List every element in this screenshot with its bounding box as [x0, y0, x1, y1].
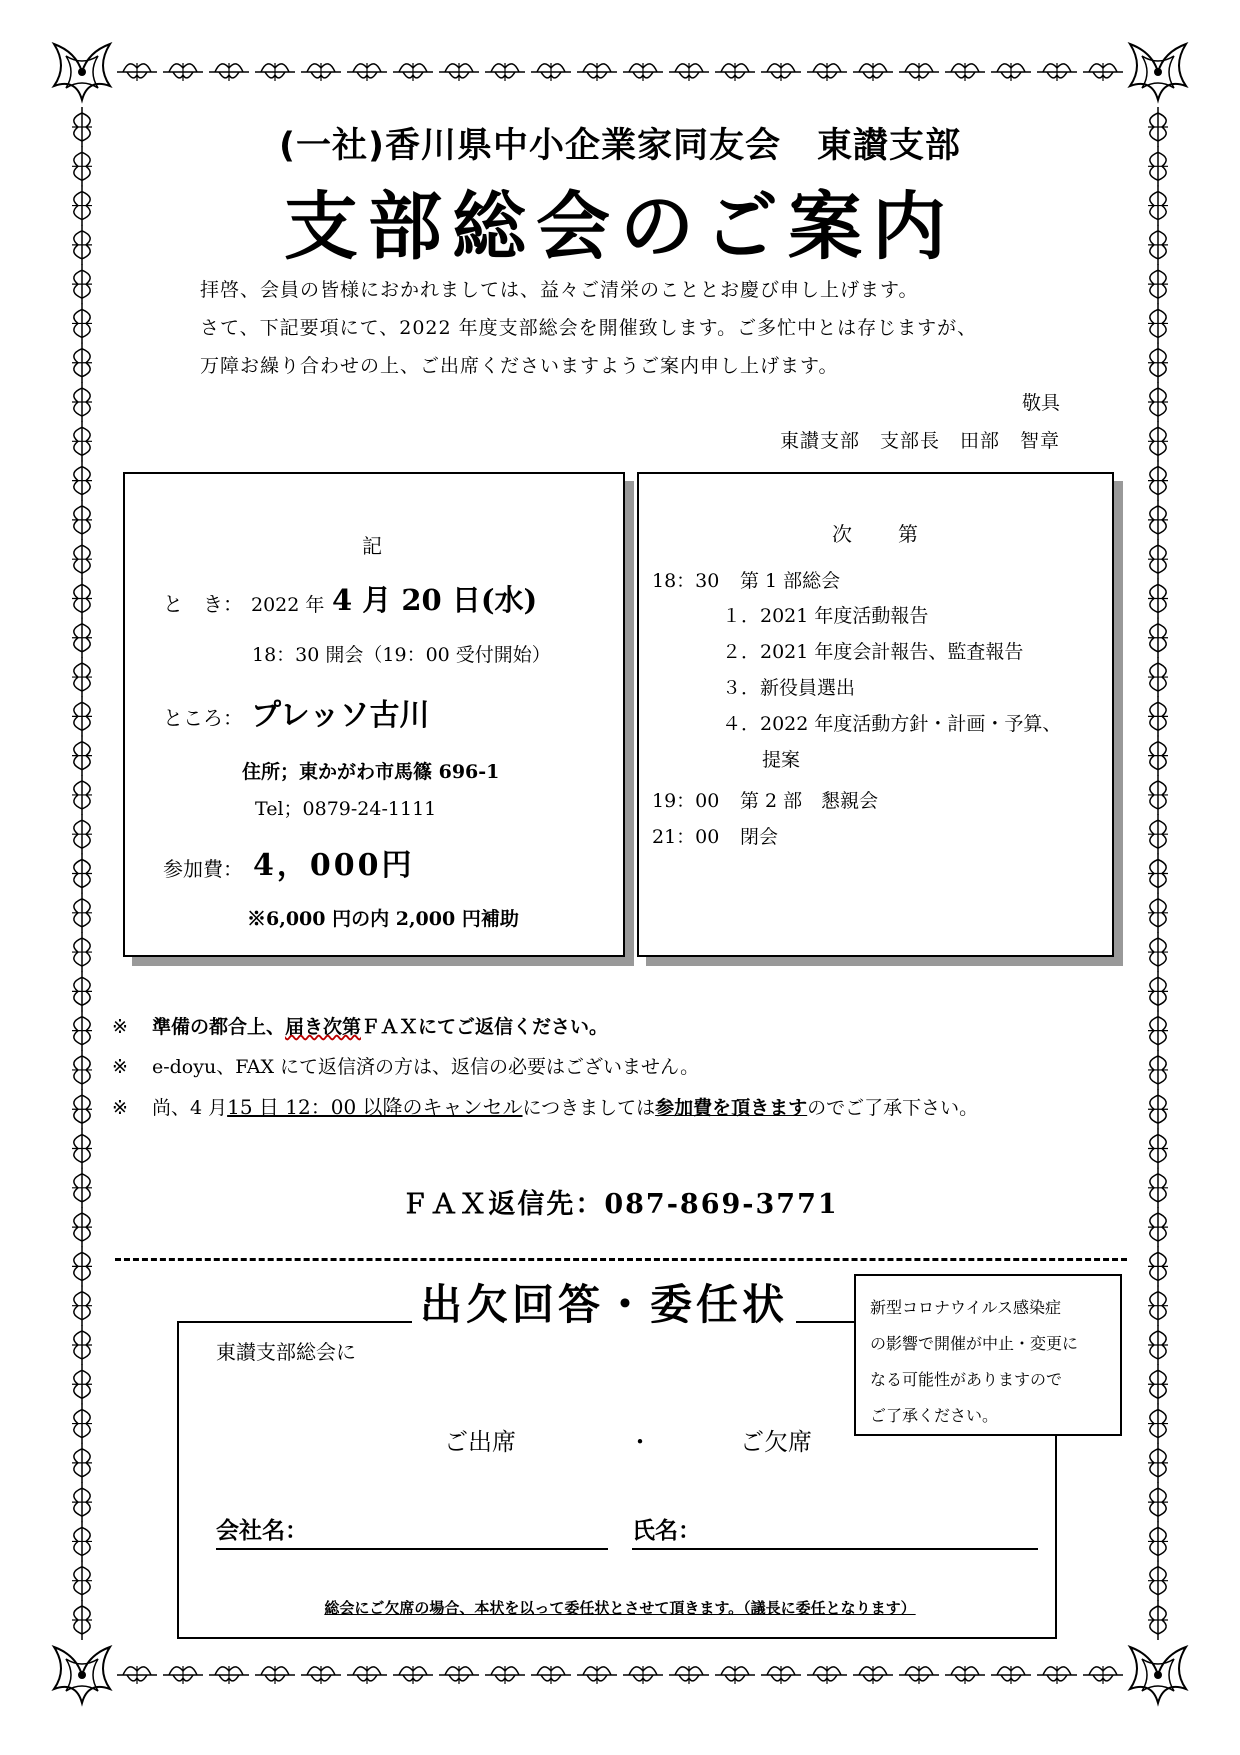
schedule-sub-2: ２．2021 年度会計報告、監査報告 — [722, 641, 1024, 663]
vine-ornament — [577, 1666, 617, 1684]
schedule-time-3: 21：00 — [652, 826, 720, 848]
vine-ornament — [117, 63, 157, 81]
vine-ornament — [72, 382, 92, 422]
vine-ornament — [485, 63, 525, 81]
vine-ornament — [72, 1246, 92, 1286]
vine-ornament — [1148, 539, 1168, 579]
notice-line-4: ご了承ください。 — [870, 1406, 999, 1425]
vine-ornament — [72, 1521, 92, 1561]
note-1-b: 届き次第 — [284, 1016, 361, 1038]
vine-ornament — [72, 1561, 92, 1601]
vine-ornament — [853, 1666, 893, 1684]
intro-line-1: 拝啓、会員の皆様におかれましては、益々ご清栄のこととお慶び申し上げます。 — [200, 279, 919, 301]
vine-ornament — [1148, 1089, 1168, 1129]
vine-ornament — [72, 736, 92, 776]
vine-ornament — [72, 618, 92, 658]
note-mark: ※ — [112, 1097, 128, 1119]
fee-note: ※6,000 円の内 2,000 円補助 — [247, 908, 519, 930]
vine-ornament — [72, 500, 92, 540]
vine-ornament — [1083, 1666, 1123, 1684]
vine-ornament — [1148, 578, 1168, 618]
signature: 東讃支部 支部長 田部 智章 — [779, 430, 1060, 452]
vine-ornament — [72, 971, 92, 1011]
schedule-sub-4: ４．2022 年度活動方針・計画・予算、 — [722, 713, 1062, 735]
intro-line-3: 万障お繰り合わせの上、ご出席くださいますようご案内申し上げます。 — [200, 355, 839, 377]
vine-ornament — [1037, 1666, 1077, 1684]
note-mark: ※ — [112, 1056, 128, 1078]
vine-ornament — [991, 63, 1031, 81]
vine-ornament — [209, 1666, 249, 1684]
vine-ornament — [531, 1666, 571, 1684]
vine-ornament — [623, 63, 663, 81]
vine-ornament — [1148, 1521, 1168, 1561]
vine-ornament — [1148, 421, 1168, 461]
vine-ornament — [669, 63, 709, 81]
vine-ornament — [72, 578, 92, 618]
covid-notice — [854, 1274, 1122, 1436]
vine-ornament — [715, 63, 755, 81]
vine-ornament — [1148, 696, 1168, 736]
where-name: プレッソ古川 — [251, 698, 430, 733]
vine-ornament — [1148, 1286, 1168, 1326]
vine-ornament — [1148, 1364, 1168, 1404]
note-3-d: 参加費を頂きます — [655, 1097, 808, 1119]
schedule-heading: 次 第 — [832, 522, 920, 546]
vine-ornament — [255, 1666, 295, 1684]
organization-name: (一社)香川県中小企業家同友会 東讃支部 — [279, 126, 961, 166]
vine-ornament — [669, 1666, 709, 1684]
vine-ornament — [577, 63, 617, 81]
schedule-title-3: 閉会 — [740, 826, 779, 848]
vine-ornament — [347, 1666, 387, 1684]
vine-ornament — [72, 1089, 92, 1129]
corner-ornament — [54, 44, 110, 100]
when-year: 2022 年 — [251, 594, 325, 616]
note-mark: ※ — [112, 1016, 128, 1038]
vine-ornament — [991, 1666, 1031, 1684]
schedule-title-2: 第 2 部 懇親会 — [740, 790, 879, 812]
details-heading: 記 — [362, 534, 382, 558]
vine-ornament — [1148, 854, 1168, 894]
vine-ornament — [393, 63, 433, 81]
vine-ornament — [72, 1364, 92, 1404]
notice-line-2: の影響で開催が中止・変更に — [870, 1334, 1079, 1353]
name-field[interactable] — [632, 1548, 1038, 1550]
vine-ornament — [1148, 657, 1168, 697]
vine-ornament — [1148, 303, 1168, 343]
vine-ornament — [72, 1325, 92, 1365]
attend-option[interactable]: ご出席 — [444, 1428, 516, 1456]
note-1-a: 準備の都合上、 — [151, 1016, 285, 1038]
vine-ornament — [1148, 343, 1168, 383]
vine-ornament — [807, 1666, 847, 1684]
when-label: と き： — [163, 592, 243, 616]
vine-ornament — [945, 63, 985, 81]
company-label: 会社名： — [216, 1517, 308, 1544]
vine-ornament — [72, 854, 92, 894]
note-3-a: 尚、4 月 — [151, 1097, 228, 1119]
cut-line — [115, 1258, 1127, 1261]
vine-ornament — [1148, 1011, 1168, 1051]
vine-ornament — [72, 657, 92, 697]
vine-ornament — [623, 1666, 663, 1684]
vine-ornament — [1083, 63, 1123, 81]
vine-ornament — [715, 1666, 755, 1684]
corner-ornament — [54, 1647, 110, 1703]
vine-ornament — [1148, 1443, 1168, 1483]
vine-ornament — [301, 1666, 341, 1684]
note-2 — [112, 1052, 699, 1079]
note-3-e: のでご了承下さい。 — [807, 1097, 979, 1119]
vine-ornament — [1148, 1404, 1168, 1444]
vine-ornament — [72, 461, 92, 501]
schedule-sub-1: １．2021 年度活動報告 — [722, 605, 929, 627]
vine-ornament — [1148, 1482, 1168, 1522]
closing: 敬具 — [1021, 392, 1060, 414]
vine-ornament — [1148, 736, 1168, 776]
vine-ornament — [1148, 500, 1168, 540]
fee-value: 4，000円 — [253, 848, 415, 883]
vine-ornament — [485, 1666, 525, 1684]
schedule-time-2: 19：00 — [652, 790, 720, 812]
vine-ornament — [761, 1666, 801, 1684]
vine-ornament — [1148, 1050, 1168, 1090]
vine-ornament — [72, 539, 92, 579]
name-label: 氏名： — [632, 1517, 701, 1544]
vine-ornament — [72, 1129, 92, 1169]
reply-to: 東讃支部総会に — [216, 1340, 356, 1364]
vine-ornament — [761, 63, 801, 81]
vine-ornament — [255, 63, 295, 81]
vine-ornament — [72, 1443, 92, 1483]
vine-ornament — [1148, 382, 1168, 422]
note-2-text: e-doyu、FAX にて返信済の方は、返信の必要はございません。 — [151, 1056, 700, 1078]
vine-ornament — [72, 1050, 92, 1090]
vine-ornament — [72, 1482, 92, 1522]
corner-ornament — [1130, 44, 1186, 100]
vine-ornament — [531, 63, 571, 81]
vine-ornament — [899, 1666, 939, 1684]
where-label: ところ： — [163, 706, 243, 730]
company-field[interactable] — [216, 1548, 608, 1550]
proxy-note: 総会にご欠席の場合、本状を以って委任状とさせて頂きます。（議長に委任となります） — [324, 1599, 916, 1617]
notice-line-3: なる可能性がありますので — [870, 1370, 1063, 1389]
intro-line-2: さて、下記要項にて、2022 年度支部総会を開催致します。ご多忙中とは存じますが、 — [200, 317, 978, 339]
vine-ornament — [1037, 63, 1077, 81]
fax-number: ＦＡＸ返信先：087-869-3771 — [401, 1189, 839, 1220]
vine-ornament — [72, 421, 92, 461]
vine-ornament — [72, 696, 92, 736]
when-time: 18：30 開会（19：00 受付開始） — [252, 644, 551, 666]
vine-ornament — [72, 932, 92, 972]
vine-ornament — [1148, 618, 1168, 658]
vine-ornament — [163, 63, 203, 81]
vine-ornament — [72, 343, 92, 383]
vine-ornament — [945, 1666, 985, 1684]
vine-ornament — [439, 63, 479, 81]
vine-ornament — [853, 63, 893, 81]
vine-ornament — [1148, 893, 1168, 933]
absent-option[interactable]: ご欠席 — [740, 1428, 812, 1456]
address: 住所；東かがわ市馬篠 696-1 — [242, 761, 500, 783]
vine-ornament — [72, 893, 92, 933]
vine-ornament — [1148, 1325, 1168, 1365]
fee-label: 参加費： — [163, 857, 243, 881]
tel: Tel；0879-24-1111 — [255, 798, 437, 820]
page-title: 支部総会のご案内 — [284, 184, 956, 270]
vine-ornament — [117, 1666, 157, 1684]
vine-ornament — [72, 814, 92, 854]
reply-title: 出欠回答・委任状 — [412, 1272, 796, 1332]
note-1-c: ＦＡＸにてご返信ください。 — [361, 1016, 609, 1038]
vine-ornament — [72, 1011, 92, 1051]
vine-ornament — [301, 63, 341, 81]
note-1 — [112, 1012, 608, 1039]
vine-ornament — [1148, 775, 1168, 815]
notice-line-1: 新型コロナウイルス感染症 — [870, 1298, 1062, 1317]
schedule-sub-3: ３．新役員選出 — [722, 677, 856, 699]
vine-ornament — [347, 63, 387, 81]
vine-ornament — [1148, 461, 1168, 501]
note-3-b: 15 日 12：00 以降のキャンセル — [227, 1095, 523, 1119]
vine-ornament — [72, 1404, 92, 1444]
vine-ornament — [72, 1286, 92, 1326]
vine-ornament — [163, 1666, 203, 1684]
schedule-title-1: 第 1 部総会 — [740, 570, 841, 592]
vine-ornament — [1148, 1561, 1168, 1601]
vine-ornament — [899, 63, 939, 81]
vine-ornament — [72, 303, 92, 343]
schedule-time-1: 18：30 — [652, 570, 720, 592]
vine-ornament — [72, 775, 92, 815]
vine-ornament — [439, 1666, 479, 1684]
vine-ornament — [1148, 1129, 1168, 1169]
vine-ornament — [1148, 814, 1168, 854]
vine-ornament — [1148, 932, 1168, 972]
corner-ornament — [1130, 1647, 1186, 1703]
option-separator: ・ — [628, 1428, 652, 1456]
vine-ornament — [1148, 971, 1168, 1011]
vine-ornament — [807, 63, 847, 81]
vine-ornament — [393, 1666, 433, 1684]
schedule-sub-4-cont: 提案 — [762, 749, 801, 771]
note-3-c: につきましては — [522, 1097, 656, 1119]
when-date: 4 月 20 日(水) — [332, 583, 538, 617]
vine-ornament — [1148, 1246, 1168, 1286]
vine-ornament — [209, 63, 249, 81]
note-3 — [112, 1091, 978, 1120]
